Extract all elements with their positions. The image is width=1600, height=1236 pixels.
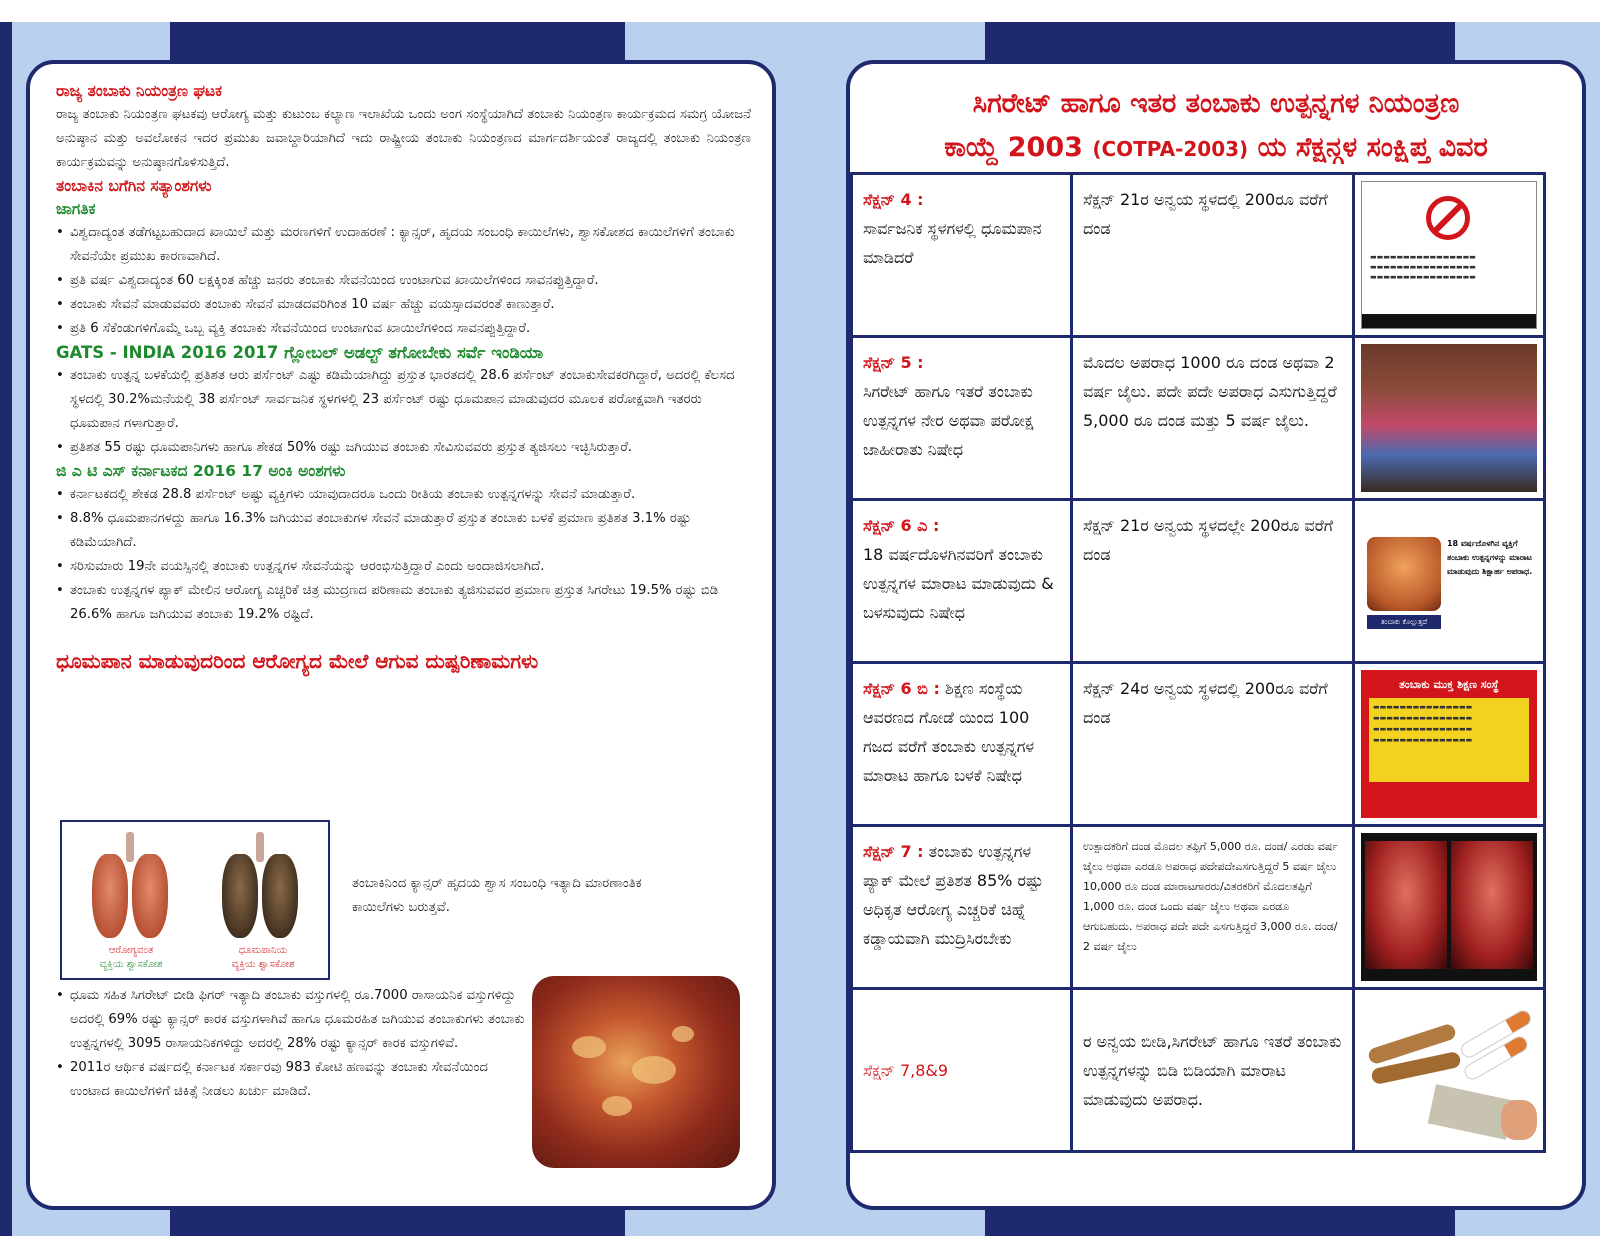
smoker-lung-icon (220, 832, 300, 942)
left-page (26, 60, 776, 1210)
list-item: • ವಿಶ್ವದಾದ್ಯಂತ ತಡೆಗಟ್ಟಬಹುದಾದ ಖಾಯಿಲೆ ಮತ್ತು ಮರಣಗಳಿಗೆ ಉದಾಹರಣೆ : ಕ್ಯಾನ್ಸರ್, ಹೃದಯ ಸಂಬಂಧಿ ಕಾಯಿಲೆಗಳು, ಶ್ವಾಸಕೋಶದ ಕಾಯಿಲೆಗಳಿಗೆ ತಂಬಾಕು ಸೇವನೆಯೇ ಪ್ರಮುಖ ಕಾರಣವಾಗಿದೆ. (56, 221, 751, 269)
penalty-cell: ರ ಅನ್ವಯ ಬೀಡಿ,ಸಿಗರೇಟ್ ಹಾಗೂ ಇತರೆ ತಂಬಾಕು ಉತ್ಪನ್ನಗಳನ್ನು ಬಿಡಿ ಬಿಡಿಯಾಗಿ ಮಾರಾಟ ಮಾಡುವುದು ಅಪರಾಧ. (1071, 989, 1353, 1152)
section-cell: ಸೆಕ್ಷನ್ 6 ಎ : 18 ವರ್ಷದೊಳಗಿನವರಿಗೆ ತಂಬಾಕು ಉತ್ಪನ್ನಗಳ ಮಾರಾಟ ಮಾಡುವುದು & ಬಳಸುವುದು ನಿಷೇಧ (852, 500, 1072, 663)
image-cell (1353, 500, 1544, 663)
minor-warning-poster: 18 ವರ್ಷದೊಳಗಿನ ವ್ಯಕ್ತಿಗೆ ತಂಬಾಕು ಉತ್ಪನ್ನಗಳನ್ನು ಮಾರಾಟ ಮಾಡುವುದು ಶಿಕ್ಷಾರ್ಹ ಅಪರಾಧ. ತಂಬಾಕು ಕೊಲ್ಲುತ್ತದೆ (1361, 507, 1537, 655)
healthy-lung-icon (90, 832, 170, 942)
heading-gats-india: GATS - INDIA 2016 2017 ಗ್ಲೋಬಲ್ ಅಡಲ್ಟ್ ತಗೋಬೇಕು ಸರ್ವೆ ಇಂಡಿಯಾ (56, 343, 544, 362)
list-item: • ತಂಬಾಕು ಸೇವನೆ ಮಾಡುವವರು ತಂಬಾಕು ಸೇವನೆ ಮಾಡದವರಿಗಿಂತ 10 ವರ್ಷ ಹೆಚ್ಚು ವಯಸ್ಸಾದವರಂತೆ ಕಾಣುತ್ತಾರೆ. (56, 293, 751, 317)
heading-gats-karnataka: ಜಿ ಎ ಟಿ ಎಸ್ ಕರ್ನಾಟಕದ 2016 17 ಅಂಕಿ ಅಂಶಗಳು (56, 462, 346, 480)
cotpa-sections-table (850, 172, 1546, 1153)
image-cell (1353, 663, 1544, 826)
section-cell: ಸೆಕ್ಷನ್ 7 : ತಂಬಾಕು ಉತ್ಪನ್ನಗಳ ಪ್ಯಾಕ್ ಮೇಲೆ ಪ್ರತಿಶತ 85% ರಷ್ಟು ಅಧಿಕೃತ ಆರೋಗ್ಯ ಎಚ್ಚರಿಕೆ ಚಿಹ್ನೆ ಕಡ್ಡಾಯವಾಗಿ ಮುದ್ರಿಸಿರಬೇಕು (852, 826, 1072, 989)
table-row (852, 174, 1545, 337)
lungs-caption: ತಂಬಾಕಿನಿಂದ ಕ್ಯಾನ್ಸರ್ ಹೃದಯ ಶ್ವಾಸ ಸಂಬಂಧಿ ಇತ್ಯಾದಿ ಮಾರಣಾಂತಿಕ ಕಾಯಿಲೆಗಳು ಬರುತ್ತವೆ. (352, 876, 642, 915)
lungs-illustration (60, 820, 330, 980)
heading-tobacco-facts: ತಂಬಾಕಿನ ಬಗೆಗಿನ ಸತ್ಯಾಂಶಗಳು (56, 177, 212, 195)
background-band (985, 1206, 1455, 1236)
loose-cigarettes-photo (1361, 996, 1537, 1144)
section-cell: ಸೆಕ್ಷನ್ 6 ಬಿ : ಶಿಕ್ಷಣ ಸಂಸ್ಥೆಯ ಆವರಣದ ಗೋಡೆ ಯಿಂದ 100 ಗಜದ ವರೆಗೆ ತಂಬಾಕು ಉತ್ಪನ್ನಗಳ ಮಾರಾಟ ಹಾಗೂ ಬಳಕೆ ನಿಷೇಧ (852, 663, 1072, 826)
section-cell: ಸೆಕ್ಷನ್ 4 : ಸಾರ್ವಜನಿಕ ಸ್ಥಳಗಳಲ್ಲಿ ಧೂಮಪಾನ ಮಾಡಿದರೆ (852, 174, 1072, 337)
no-smoking-sign-icon: ▬▬▬▬▬▬▬▬▬▬▬▬▬▬▬▬ ▬▬▬▬▬▬▬▬▬▬▬▬▬▬▬▬ ▬▬▬▬▬▬▬▬▬▬▬▬▬▬▬▬ (1361, 181, 1537, 329)
list-item: • ಕರ್ನಾಟಕದಲ್ಲಿ ಶೇಕಡ 28.8 ಪರ್ಸೆಂಟ್ ಅಷ್ಟು ವ್ಯಕ್ತಿಗಳು ಯಾವುದಾದರೂ ಒಂದು ರೀತಿಯ ತಂಬಾಕು ಉತ್ಪನ್ನಗಳನ್ನು ಸೇವನೆ ಮಾಡುತ್ತಾರೆ. (56, 483, 751, 507)
heading-health-effects: ಧೂಮಪಾನ ಮಾಡುವುದರಿಂದ ಆರೋಗ್ಯದ ಮೇಲೆ ಆಗುವ ದುಷ್ಪರಿಣಾಮಗಳು (56, 649, 539, 673)
image-cell (1353, 174, 1544, 337)
list-item: • ಪ್ರತಿ ವರ್ಷ ವಿಶ್ವದಾದ್ಯಂತ 60 ಲಕ್ಷಕ್ಕಿಂತ ಹೆಚ್ಚು ಜನರು ತಂಬಾಕು ಸೇವನೆಯಿಂದ ಉಂಟಾಗುವ ಖಾಯಿಲೆಗಳಿಂದ ಸಾವನಪ್ಪುತ್ತಿದ್ದಾರೆ. (56, 269, 751, 293)
background-band (170, 22, 625, 64)
section-cell: ಸೆಕ್ಷನ್ 5 : ಸಿಗರೇಟ್ ಹಾಗೂ ಇತರೆ ತಂಬಾಕು ಉತ್ಪನ್ನಗಳ ನೇರ ಅಥವಾ ಪರೋಕ್ಷ ಜಾಹೀರಾತು ನಿಷೇಧ (852, 337, 1072, 500)
paragraph-unit: ರಾಜ್ಯ ತಂಬಾಕು ನಿಯಂತ್ರಣ ಘಟಕವು ಆರೋಗ್ಯ ಮತ್ತು ಕುಟುಂಬ ಕಲ್ಯಾಣ ಇಲಾಖೆಯ ಒಂದು ಅಂಗ ಸಂಸ್ಥೆಯಾಗಿದೆ ತಂಬಾಕು ನಿಯಂತ್ರಣ ಕಾರ್ಯಕ್ರಮದ ಸಮಗ್ರ ಯೋಜನೆ ಅನುಷ್ಠಾನ ಮತ್ತು ಅವಲೋಕನ ಇದರ ಪ್ರಮುಖ ಜವಾಬ್ದಾರಿಯಾಗಿದೆ ಇದು ರಾಷ್ಟ್ರೀಯ ತಂಬಾಕು ನಿಯಂತ್ರಣದ ಮಾರ್ಗದರ್ಶಿಯಂತೆ ರಾಜ್ಯದಲ್ಲಿ ತಂಬಾಕು ನಿಯಂತ್ರಣ ಕಾರ್ಯಕ್ರಮವನ್ನು ಅನುಷ್ಠಾನಗೊಳಿಸುತ್ತಿದೆ. (56, 107, 751, 170)
tobacco-free-school-board: ತಂಬಾಕು ಮುಕ್ತ ಶಿಕ್ಷಣ ಸಂಸ್ಥೆ ▬▬▬▬▬▬▬▬▬▬▬▬▬▬▬ ▬▬▬▬▬▬▬▬▬▬▬▬▬▬▬ ▬▬▬▬▬▬▬▬▬▬▬▬▬▬▬ ▬▬▬▬▬▬▬▬▬▬▬▬▬▬▬ (1361, 670, 1537, 818)
background-band (985, 22, 1455, 64)
oral-cancer-photo (532, 976, 740, 1168)
list-item: • ತಂಬಾಕು ಉತ್ಪನ್ನಗಳ ಪ್ಯಾಕ್ ಮೇಲಿನ ಆರೋಗ್ಯ ಎಚ್ಚರಿಕೆ ಚಿತ್ರ ಮುದ್ರಣದ ಪರಿಣಾಮ ತಂಬಾಕು ತ್ಯಜಿಸುವವರ ಪ್ರಮಾಣ ಪ್ರಸ್ತುತ ಸಿಗರೇಟು 19.5% ರಷ್ಟು ಬಿಡಿ 26.6% ಹಾಗೂ ಜಗಿಯುವ ತಂಬಾಕು 19.2% ರಷ್ಟಿದೆ. (56, 579, 751, 627)
table-row (852, 989, 1545, 1152)
list-item: • ಪ್ರತಿಶತ 55 ರಷ್ಟು ಧೂಮಪಾನಿಗಳು ಹಾಗೂ ಶೇಕಡ 50% ರಷ್ಟು ಜಗಿಯುವ ತಂಬಾಕು ಸೇವಿಸುವವರು ಪ್ರಸ್ತುತ ತ್ಯಜಿಸಲು ಇಚ್ಛಿಸಿರುತ್ತಾರೆ. (56, 436, 751, 460)
image-cell (1353, 989, 1544, 1152)
image-cell (1353, 337, 1544, 500)
pack-warning-images (1361, 833, 1537, 981)
penalty-cell: ಉತ್ಪಾದಕರಿಗೆ ದಂಡ ಮೊದಲ ತಪ್ಪಿಗೆ 5,000 ರೂ. ದಂಡ/ ಎರಡು ವರ್ಷ ಜೈಲು ಅಥವಾ ಎರಡೂ ಅಪರಾಧ ಪದೇಪದೇಎಸಗುತ್ತಿದ್ದರೆ 5 ವರ್ಷ ಜೈಲು 10,000 ರೂ ದಂಡ ಮಾರಾಟಗಾರರು/ವಿತರಕರಿಗೆ ಮೊದಲತಪ್ಪಿಗೆ 1,000 ರೂ. ದಂಡ ಒಂದು ವರ್ಷ ಜೈಲು ಅಥವಾ ಎರಡೂ ಆಗುಬಹುದು. ಅಪರಾಧ ಪದೇ ಪದೇ ಎಸಗುತ್ತಿದ್ದರೆ 3,000 ರೂ. ದಂಡ/ 2 ವರ್ಷ ಜೈಲು (1071, 826, 1353, 989)
list-item: • 8.8% ಧೂಮಪಾನಗಳದ್ದು ಹಾಗೂ 16.3% ಜಗಿಯುವ ತಂಬಾಕುಗಳ ಸೇವನೆ ಮಾಡುತ್ತಾರೆ ಪ್ರಸ್ತುತ ತಂಬಾಕು ಬಳಕೆ ಪ್ರಮಾಣ ಪ್ರತಿಶತ 3.1% ರಷ್ಟು ಕಡಿಮೆಯಾಗಿದೆ. (56, 507, 751, 555)
tobacco-shop-photo (1361, 344, 1537, 492)
list-item: • ಧೂಮ ಸಹಿತ ಸಿಗರೇಟ್ ಬೀಡಿ ಫಿಗರ್ ಇತ್ಯಾದಿ ತಂಬಾಕು ವಸ್ತುಗಳಲ್ಲಿ ರೂ.7000 ರಾಸಾಯನಿಕ ವಸ್ತುಗಳಿದ್ದು ಅದರಲ್ಲಿ 69% ರಷ್ಟು ಕ್ಯಾನ್ಸರ್ ಕಾರಕ ವಸ್ತುಗಳಾಗಿವೆ ಹಾಗೂ ಧೂಮರಹಿತ ಜಗಿಯುವ ತಂಬಾಕುಗಳು ತಂಬಾಕು ಉತ್ಪನ್ನಗಳಲ್ಲಿ 3095 ರಾಸಾಯನಿಕಗಳಿದ್ದು ಅದರಲ್ಲಿ 28% ರಷ್ಟು ಕ್ಯಾನ್ಸರ್ ಕಾರಕ ವಸ್ತುಗಳಿವೆ. (56, 984, 526, 1056)
list-item: • ತಂಬಾಕು ಉತ್ಪನ್ನ ಬಳಕೆಯಲ್ಲಿ ಪ್ರತಿಶತ ಆರು ಪರ್ಸೆಂಟ್ ಎಷ್ಟು ಕಡಿಮೆಯಾಗಿದ್ದು ಪ್ರಸ್ತುತ ಭಾರತದಲ್ಲಿ 28.6 ಪರ್ಸೆಂಟ್ ತಂಬಾಕುಸೇವಕರಗಿದ್ದಾರೆ, ಅದರಲ್ಲಿ ಕೆಲಸದ ಸ್ಥಳದಲ್ಲಿ 30.2%ಮನೆಯಲ್ಲಿ 38 ಪರ್ಸೆಂಟ್ ಸಾರ್ವಜನಿಕ ಸ್ಥಳಗಳಲ್ಲಿ 23 ಪರ್ಸೆಂಟ್ ರಷ್ಟು ಧೂಮಪಾನ ಮಾಡುವುದರ ಮೂಲಕ ಪರೋಕ್ಷವಾಗಿ ಇತರರು ಧೂಮಪಾನ ಗಳಾಗುತ್ತಾರೆ. (56, 364, 751, 436)
section-cell: ಸೆಕ್ಷನ್ 7,8&9 (852, 989, 1072, 1152)
healthy-lung-label: ಆರೋಗ್ಯವಂತ ವ್ಯಕ್ತಿಯ ಶ್ವಾಸಕೋಶ (99, 945, 163, 970)
image-cell (1353, 826, 1544, 989)
penalty-cell: ಮೊದಲ ಅಪರಾಧ 1000 ರೂ ದಂಡ ಅಥವಾ 2 ವರ್ಷ ಜೈಲು. ಪದೇ ಪದೇ ಅಪರಾಧ ಎಸುಗುತ್ತಿದ್ದರೆ 5,000 ರೂ ದಂಡ ಮತ್ತು 5 ವರ್ಷ ಜೈಲು. (1071, 337, 1353, 500)
list-item: • 2011ರ ಆರ್ಥಿಕ ವರ್ಷದಲ್ಲಿ ಕರ್ನಾಟಕ ಸರ್ಕಾರವು 983 ಕೋಟಿ ಹಣವನ್ನು ತಂಬಾಕು ಸೇವನೆಯಿಂದ ಉಂಟಾದ ಕಾಯಿಲೆಗಳಿಗೆ ಚಿಕಿತ್ಸೆ ನೀಡಲು ಖರ್ಚು ಮಾಡಿದೆ. (56, 1056, 526, 1104)
list-item: • ಸರಿಸುಮಾರು 19ನೇ ವಯಸ್ಸಿನಲ್ಲಿ ತಂಬಾಕು ಉತ್ಪನ್ನಗಳ ಸೇವನೆಯನ್ನು ಆರಂಭಿಸುತ್ತಿದ್ದಾರೆ ಎಂದು ಅಂದಾಜಿಸಲಾಗಿದೆ. (56, 555, 751, 579)
table-row (852, 337, 1545, 500)
table-row (852, 663, 1545, 826)
heading-tobacco-control-unit: ರಾಜ್ಯ ತಂಬಾಕು ನಿಯಂತ್ರಣ ಘಟಕ (56, 82, 223, 100)
smoker-lung-label: ಧೂಮಪಾನಿಯ ವ್ಯಕ್ತಿಯ ಶ್ವಾಸಕೋಶ (231, 945, 295, 970)
background-band (170, 1206, 625, 1236)
penalty-cell: ಸೆಕ್ಷನ್ 21ರ ಅನ್ವಯ ಸ್ಥಳದಲ್ಲೇ 200ರೂ ವರೆಗೆ ದಂಡ (1071, 500, 1353, 663)
table-row (852, 826, 1545, 989)
penalty-cell: ಸೆಕ್ಷನ್ 24ರ ಅನ್ವಯ ಸ್ಥಳದಲ್ಲಿ 200ರೂ ವರೆಗೆ ದಂಡ (1071, 663, 1353, 826)
penalty-cell: ಸೆಕ್ಷನ್ 21ರ ಅನ್ವಯ ಸ್ಥಳದಲ್ಲಿ 200ರೂ ವರೆಗೆ ದಂಡ (1071, 174, 1353, 337)
lower-facts (56, 984, 526, 1104)
right-page (846, 60, 1586, 1210)
page-title: ಸಿಗರೇಟ್ ಹಾಗೂ ಇತರ ತಂಬಾಕು ಉತ್ಪನ್ನಗಳ ನಿಯಂತ್ರಣ ಕಾಯ್ದೆ 2003 (COTPA-2003) ಯ ಸೆಕ್ಷನ್ಗಳ ಸಂಕ್ಷಿಪ್ತ ವಿವರ (944, 88, 1488, 163)
background-edge (0, 22, 12, 1236)
table-row (852, 500, 1545, 663)
list-item: • ಪ್ರತಿ 6 ಸೆಕೆಂಡುಗಳಿಗೊಮ್ಮೆ ಒಬ್ಬ ವ್ಯಕ್ತಿ ತಂಬಾಕು ಸೇವನೆಯಿಂದ ಉಂಟಾಗುವ ಖಾಯಿಲೆಗಳಿಂದ ಸಾವನಪ್ಪುತ್ತಿದ್ದಾರೆ. (56, 317, 751, 341)
heading-global: ಜಾಗತಿಕ (56, 200, 96, 218)
left-text-column (56, 80, 751, 673)
